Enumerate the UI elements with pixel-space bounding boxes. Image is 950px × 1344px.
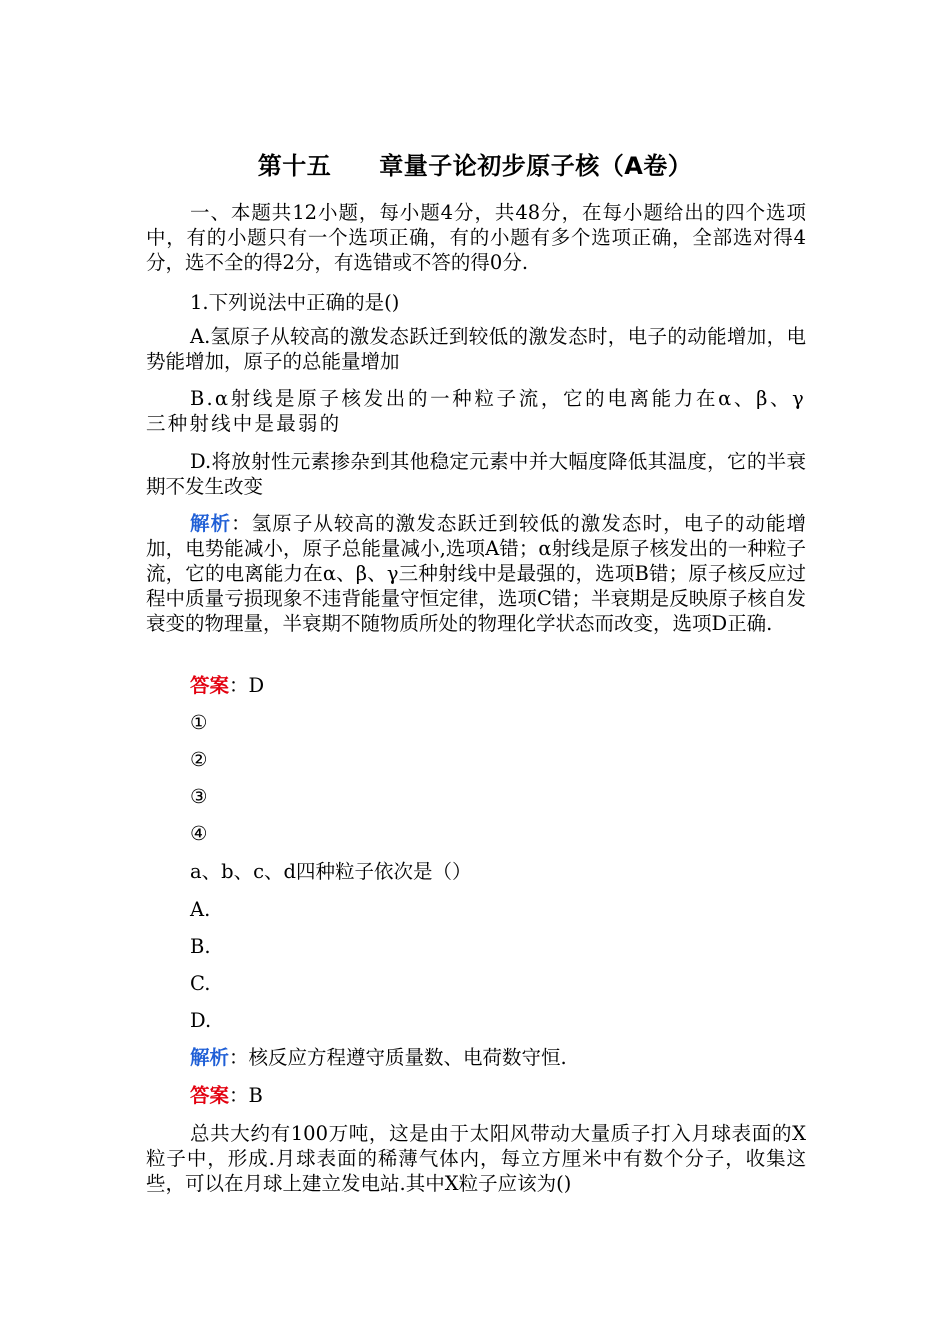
answer-text: ：B xyxy=(229,1084,263,1107)
question-2-option-c: C. xyxy=(190,972,211,995)
question-2-option-d: D. xyxy=(190,1009,212,1032)
question-1-analysis xyxy=(146,511,806,636)
question-1-answer xyxy=(190,673,264,698)
answer-label: 答案 xyxy=(190,674,230,697)
page-title xyxy=(0,146,950,181)
question-1-option-a: A.氢原子从较高的激发态跃迁到较低的激发态时，电子的动能增加，电势能增加，原子的总能量增加 xyxy=(146,325,806,373)
reaction-item-3: ③ xyxy=(190,785,208,808)
section-instructions: 一、本题共12小题，每小题4分，共48分，在每小题给出的四个选项中，有的小题只有一个选项正确，有的小题有多个选项正确，全部选对得4分，选不全的得2分，有选错或不答的得0分. xyxy=(146,201,806,274)
question-1-option-b: B.α射线是原子核发出的一种粒子流，它的电离能力在α、β、γ三种射线中是最弱的 xyxy=(146,387,806,435)
title-part-1: 第十五 xyxy=(257,152,332,180)
answer-label: 答案 xyxy=(190,1084,230,1107)
question-2-answer xyxy=(190,1083,263,1108)
question-2-option-a: A. xyxy=(190,898,211,921)
question-1-stem: 1.下列说法中正确的是() xyxy=(190,291,400,314)
question-1-option-d: D.将放射性元素掺杂到其他稳定元素中并大幅度降低其温度，它的半衰期不发生改变 xyxy=(146,450,806,498)
question-2-option-b: B. xyxy=(190,935,211,958)
analysis-label: 解析 xyxy=(190,1046,230,1069)
question-3-stem: 总共大约有100万吨，这是由于太阳风带动大量质子打入月球表面的X粒子中，形成.月球表面的稀薄气体内，每立方厘米中有数个分子，收集这些，可以在月球上建立发电站.其中X粒子应该为() xyxy=(146,1122,806,1195)
analysis-label: 解析 xyxy=(190,512,232,535)
reaction-item-2: ② xyxy=(190,748,208,771)
reaction-item-4: ④ xyxy=(190,822,208,845)
answer-text: ：D xyxy=(229,674,265,697)
reaction-item-1: ① xyxy=(190,711,208,734)
analysis-text: ：核反应方程遵守质量数、电荷数守恒. xyxy=(229,1046,567,1069)
title-part-2: 章量子论初步原子核（A卷） xyxy=(379,152,693,180)
question-2-analysis xyxy=(190,1045,567,1070)
analysis-text: ：氢原子从较高的激发态跃迁到较低的激发态时，电子的动能增加，电势能减小，原子总能量减小,选项A错；α射线是原子核发出的一种粒子流，它的电离能力在α、β、γ三种射线中是最强的，选项B错；原子核反应过程中质量亏损现象不违背能量守恒定律，选项C错；半衰期是反映原子核自发衰变的物理量，半衰期不随物质所处的物理化学状态而改变，选项D正确. xyxy=(146,512,806,635)
question-2-stem: a、b、c、d四种粒子依次是（） xyxy=(190,860,472,883)
